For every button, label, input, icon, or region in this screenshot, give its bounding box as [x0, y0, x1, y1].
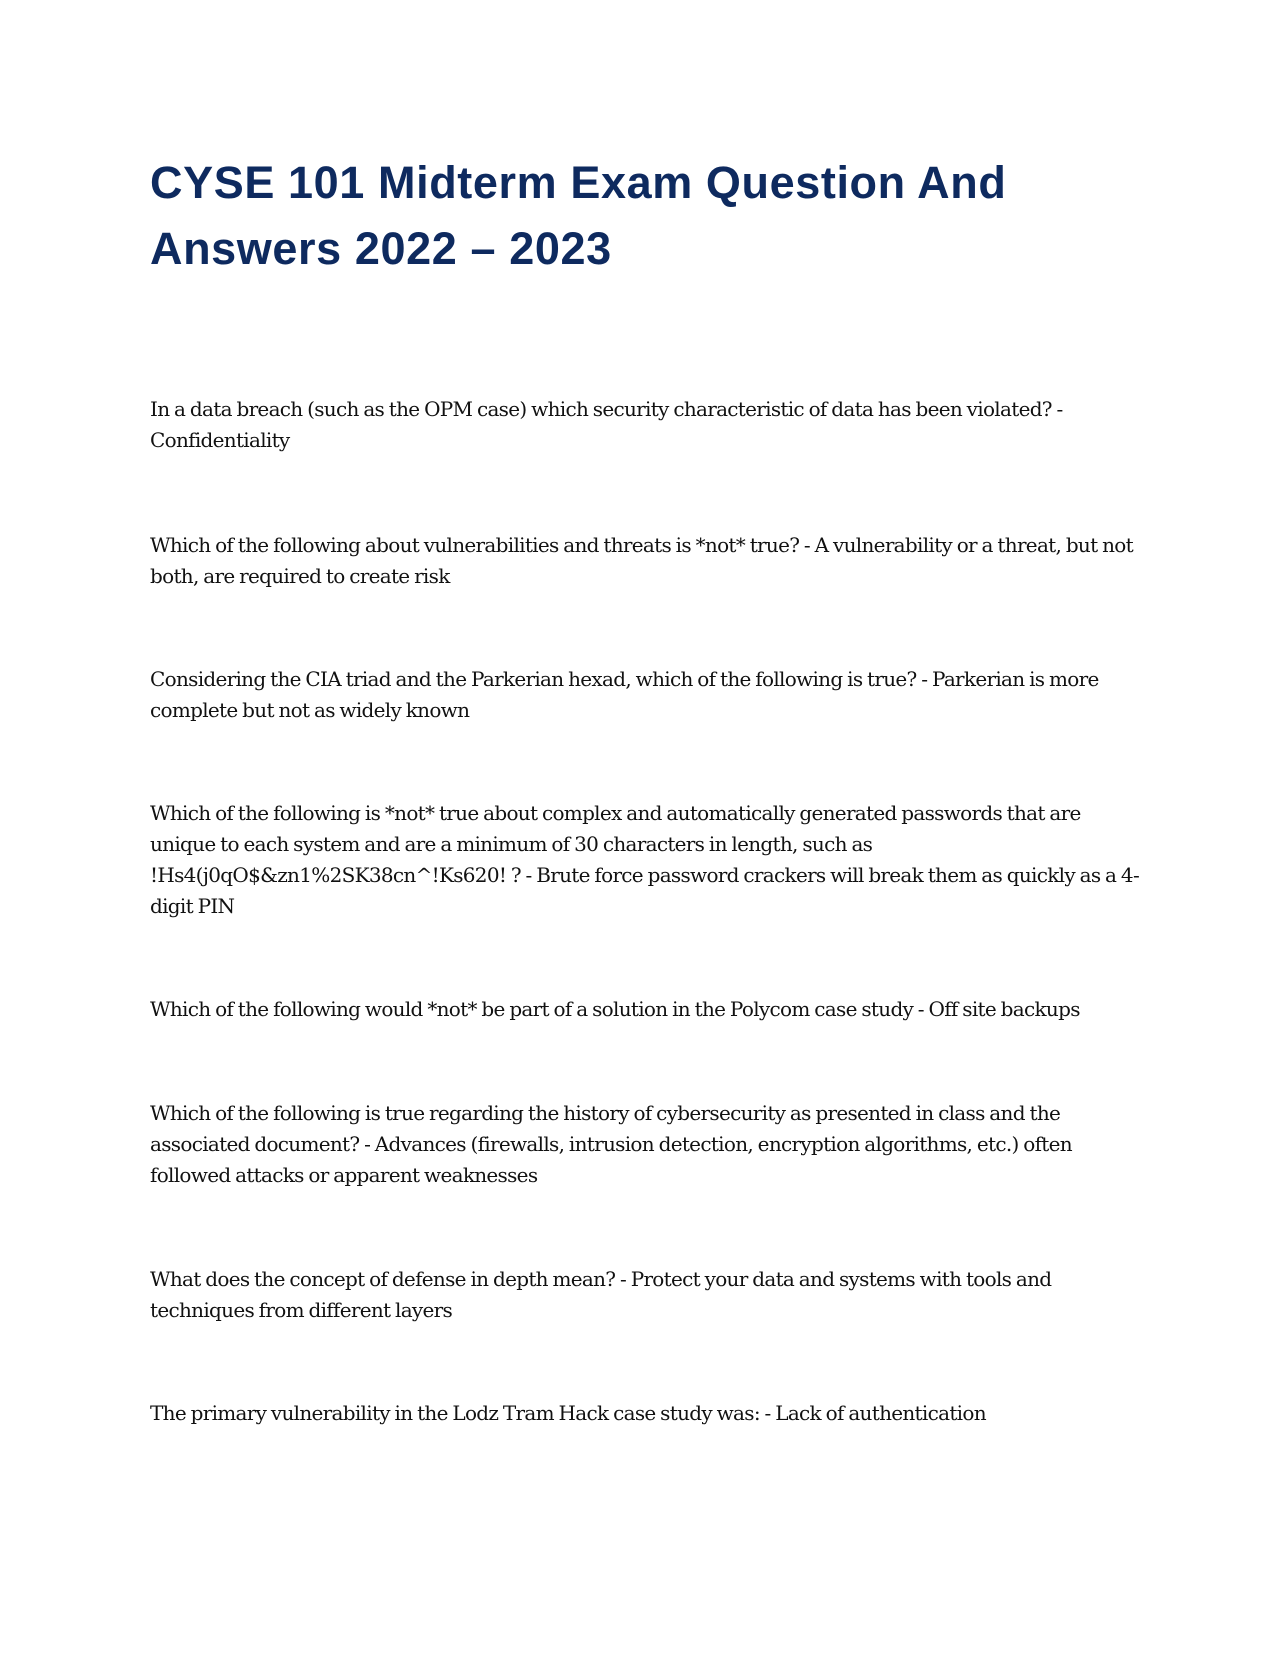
question-answer-5: Which of the following would *not* be part of a solution in the Polycom case study - Off site backups	[150, 997, 1080, 1021]
question-answer-7: What does the concept of defense in depth mean? - Protect your data and systems with tools and techniques from different layers	[150, 1267, 1052, 1322]
question-answer-1: In a data breach (such as the OPM case) which security characteristic of data has been violated? - Confidentiality	[150, 397, 1063, 452]
question-answer-3: Considering the CIA triad and the Parkerian hexad, which of the following is true? - Parkerian is more complete but not as widely known	[150, 667, 1099, 722]
question-answer-2: Which of the following about vulnerabilities and threats is *not* true? - A vulnerability or a threat, but not both, are required to create risk	[150, 533, 1133, 588]
document-title: CYSE 101 Midterm Exam Question And Answers 2022 – 2023	[150, 157, 1007, 274]
question-answer-8: The primary vulnerability in the Lodz Tram Hack case study was: - Lack of authentication	[150, 1401, 986, 1425]
question-answer-6: Which of the following is true regarding the history of cybersecurity as presented in class and the associated document? - Advances (firewalls, intrusion detection, encryption algorithms, etc.) often followed attacks or apparent weaknesses	[150, 1101, 1072, 1187]
question-answer-4: Which of the following is *not* true about complex and automatically generated passwords that are unique to each system and are a minimum of 30 characters in length, such as !Hs4(j0qO$&zn1%2SK38cn^!Ks620! ? - Brute force password crackers will break them as quickly as a 4-digit PIN	[150, 801, 1140, 918]
